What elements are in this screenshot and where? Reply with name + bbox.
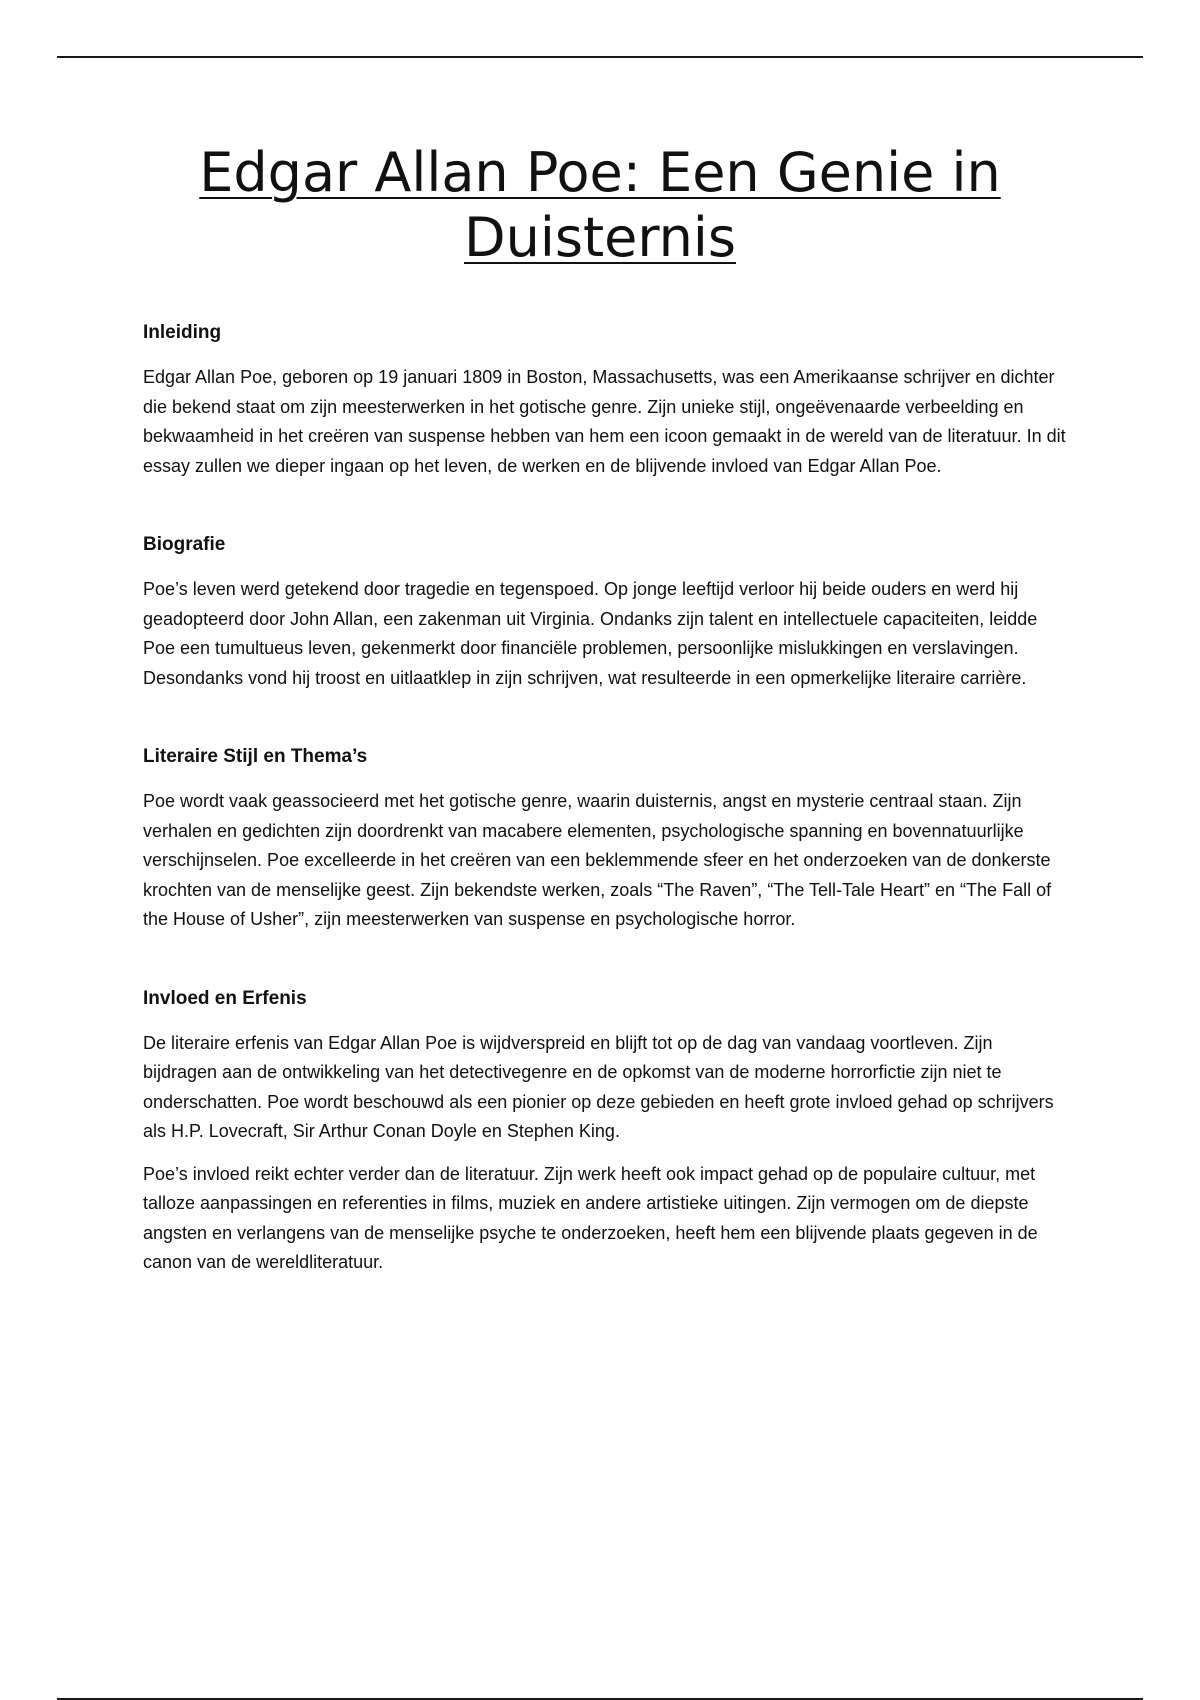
page-title: Edgar Allan Poe: Een Genie in Duisternis [199, 141, 1001, 269]
paragraph: De literaire erfenis van Edgar Allan Poe is wijdverspreid en blijft tot op de dag van vandaag voortleven. Zijn bijdragen aan de ontwikkeling van het detectivegenre en de opkomst van de moderne horrorfictie zijn niet te onderschatten. Poe wordt beschouwd als een pionier op deze gebieden en heeft grote invloed gehad op schrijvers als H.P. Lovecraft, Sir Arthur Conan Doyle en Stephen King. [143, 1032, 1054, 1141]
paragraph: Edgar Allan Poe, geboren op 19 januari 1809 in Boston, Massachusetts, was een Amerikaanse schrijver en dichter die bekend staat om zijn meesterwerken in het gotische genre. Zijn unieke stijl, ongeëvenaarde verbeelding en bekwaamheid in het creëren van suspense hebben van hem een icoon gemaakt in de wereld van de literatuur. In dit essay zullen we dieper ingaan op het leven, de werken en de blijvende invloed van Edgar Allan Poe. [143, 367, 1066, 476]
top-rule [57, 56, 1143, 58]
document-body [143, 321, 1068, 1291]
section-inleiding [143, 321, 1068, 481]
section-literaire-stijl [143, 745, 1068, 935]
paragraph: Poe’s invloed reikt echter verder dan de literatuur. Zijn werk heeft ook impact gehad op de populaire cultuur, met talloze aanpassingen en referenties in films, muziek en andere artistieke uitingen. Zijn vermogen om de diepste angsten en verlangens van de menselijke psyche te onderzoeken, heeft hem een blijvende plaats gegeven in de canon van de wereldliteratuur. [143, 1163, 1038, 1272]
paragraph: Poe’s leven werd getekend door tragedie en tegenspoed. Op jonge leeftijd verloor hij beide ouders en werd hij geadopteerd door John Allan, een zakenman uit Virginia. Ondanks zijn talent en intellectuele capaciteiten, leidde Poe een tumultueus leven, gekenmerkt door financiële problemen, persoonlijke mislukkingen en verslavingen. Desondanks vond hij troost en uitlaatklep in zijn schrijven, wat resulteerde in een opmerkelijke literaire carrière. [143, 579, 1038, 688]
section-heading: Inleiding [143, 322, 222, 343]
paragraph: Poe wordt vaak geassocieerd met het gotische genre, waarin duisternis, angst en mysterie centraal staan. Zijn verhalen en gedichten zijn doordrenkt van macabere elementen, psychologische spanning en bovennatuurlijke verschijnselen. Poe excelleerde in het creëren van een beklemmende sfeer en het onderzoeken van de donkerste krochten van de menselijke geest. Zijn bekendste werken, zoals “The Raven”, “The Tell-Tale Heart” en “The Fall of the House of Usher”, zijn meesterwerken van suspense en psychologische horror. [143, 791, 1052, 929]
section-heading: Invloed en Erfenis [143, 987, 307, 1009]
section-heading: Literaire Stijl en Thema’s [143, 746, 368, 767]
section-biografie [143, 533, 1068, 693]
section-heading: Biografie [143, 534, 226, 555]
section-invloed-erfenis [143, 987, 1068, 1278]
